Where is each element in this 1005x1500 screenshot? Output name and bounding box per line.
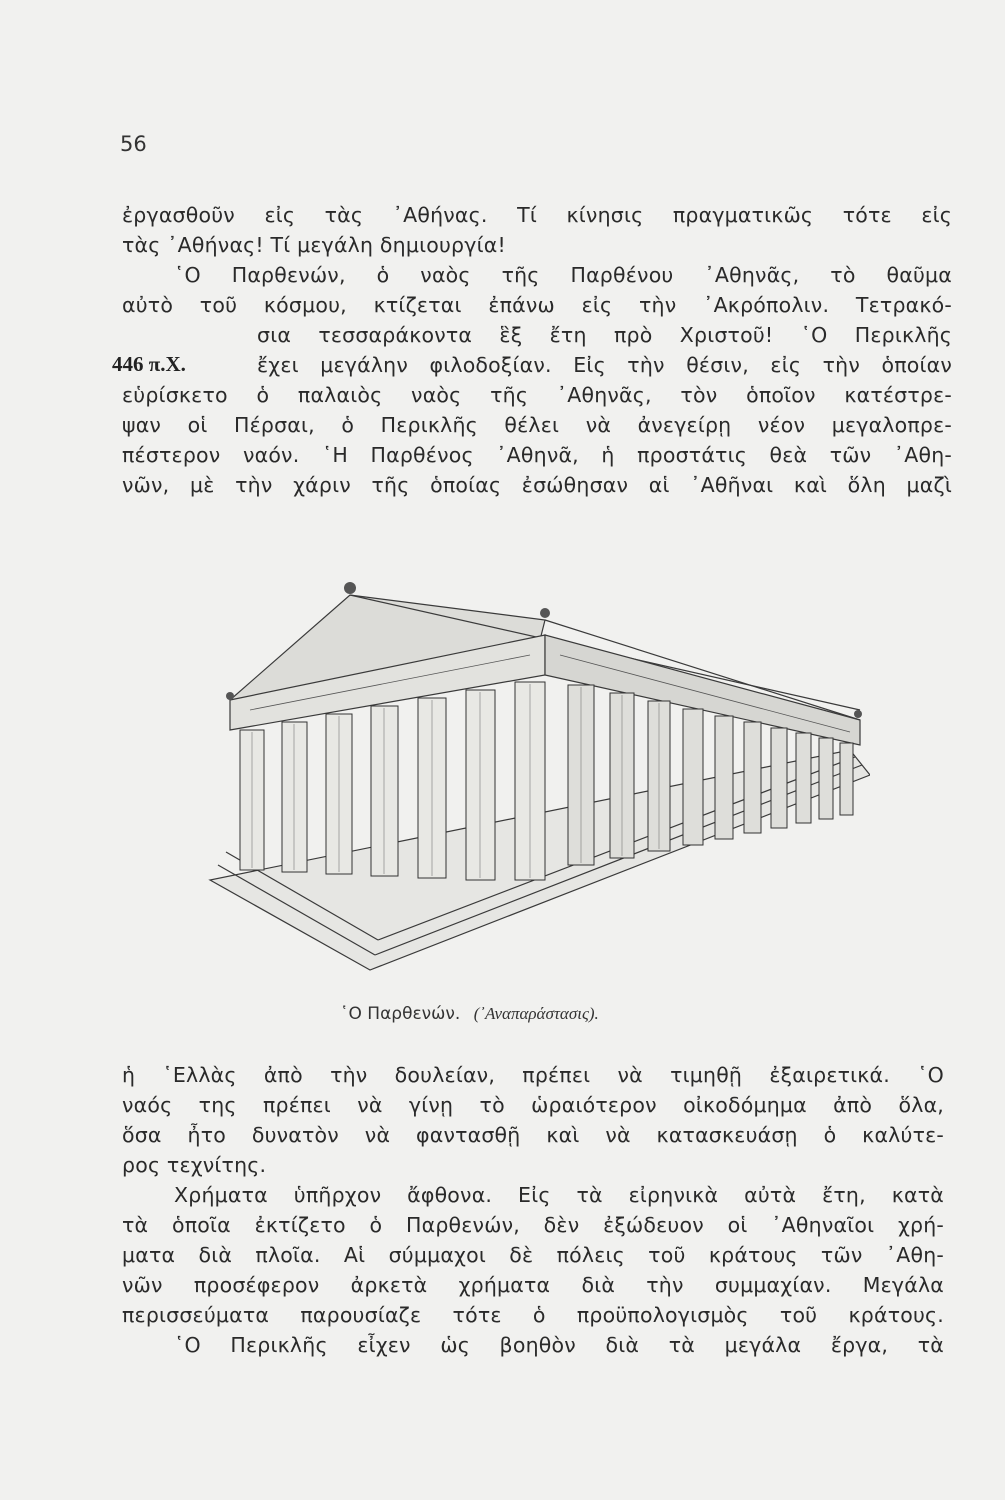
text-line: ματα διὰ πλοῖα. Αἱ σύμμαχοι δὲ πόλεις τοῦ κράτους τῶν ᾿Αθη- (122, 1243, 944, 1267)
top-paragraphs (122, 200, 952, 500)
figure-caption (340, 1004, 599, 1024)
text-line: νῶν προσέφερον ἀρκετὰ χρήματα διὰ τὴν συμμαχίαν. Μεγάλα (122, 1273, 944, 1297)
caption-italic: (᾿Αναπαράστασις). (473, 1004, 599, 1023)
text-line: πέστερον ναόν. ῾Η Παρθένος ᾿Αθηνᾶ, ἡ προστάτις θεὰ τῶν ᾿Αθη- (122, 443, 952, 467)
column (744, 722, 761, 833)
text-line: ῾Ο Παρθενών, ὁ ναὸς τῆς Παρθένου ᾿Αθηνᾶς, τὸ θαῦμα (174, 263, 952, 287)
column (282, 722, 307, 872)
text-line: τὰ ὁποῖα ἐκτίζετο ὁ Παρθενών, δὲν ἐξώδευον οἱ ᾿Αθηναῖοι χρή- (122, 1213, 944, 1237)
column (683, 709, 703, 845)
text-line: ὅσα ἦτο δυνατὸν νὰ φαντασθῇ καὶ νὰ κατασκευάσῃ ὁ καλύτε- (122, 1123, 944, 1147)
column (371, 706, 398, 876)
text-line: τὰς ᾿Αθήνας! Τί μεγάλη δημιουργία! (122, 233, 506, 257)
text-line: ρος τεχνίτης. (122, 1153, 267, 1177)
text-line: εὑρίσκετο ὁ παλαιὸς ναὸς τῆς ᾿Αθηνᾶς, τὸν ὁποῖον κατέστρε- (122, 383, 952, 407)
parthenon-illustration (190, 560, 870, 1000)
text-line: περισσεύματα παρουσίαζε τότε ὁ προϋπολογισμὸς τοῦ κράτους. (122, 1303, 944, 1327)
column (466, 690, 495, 880)
column (771, 728, 787, 828)
text-line: σια τεσσαράκοντα ἓξ ἔτη πρὸ Χριστοῦ! ῾Ο Περικλῆς (257, 323, 952, 347)
column (840, 743, 853, 815)
text-line: αὐτὸ τοῦ κόσμου, κτίζεται ἐπάνω εἰς τὴν ᾿Ακρόπολιν. Τετρακό- (122, 293, 952, 317)
text-line: ἐργασθοῦν εἰς τὰς ᾿Αθήνας. Τί κίνησις πραγματικῶς τότε εἰς (122, 203, 952, 227)
margin-note-date: 446 π.Χ. (112, 352, 186, 376)
text-line: ῾Ο Περικλῆς εἶχεν ὡς βοηθὸν διὰ τὰ μεγάλα ἔργα, τὰ (174, 1333, 944, 1357)
bottom-paragraphs (122, 1060, 944, 1360)
text-line: ψαν οἱ Πέρσαι, ὁ Περικλῆς θέλει νὰ ἀνεγείρῃ νέον μεγαλοπρε- (122, 413, 952, 437)
column (819, 738, 833, 819)
text-line: ἔχει μεγάλην φιλοδοξίαν. Εἰς τὴν θέσιν, εἰς τὴν ὁποίαν (257, 353, 952, 377)
text-line: ναός της πρέπει νὰ γίνῃ τὸ ὡραιότερον οἰκοδόμημα ἀπὸ ὅλα, (122, 1093, 944, 1117)
page-number: 56 (120, 132, 147, 156)
text-line: νῶν, μὲ τὴν χάριν τῆς ὁποίας ἐσώθησαν αἱ ᾿Αθῆναι καὶ ὅλη μαζὶ (122, 473, 952, 497)
caption-main: ῾Ο Παρθενών. (340, 1004, 461, 1024)
column (715, 716, 733, 839)
column (796, 733, 811, 823)
text-line: Χρήματα ὑπῆρχον ἄφθονα. Εἰς τὰ εἰρηνικὰ αὐτὰ ἔτη, κατὰ (174, 1183, 944, 1207)
text-line: ἡ ῾Ελλὰς ἀπὸ τὴν δουλείαν, πρέπει νὰ τιμηθῇ ἐξαιρετικά. ῾Ο (122, 1063, 944, 1087)
